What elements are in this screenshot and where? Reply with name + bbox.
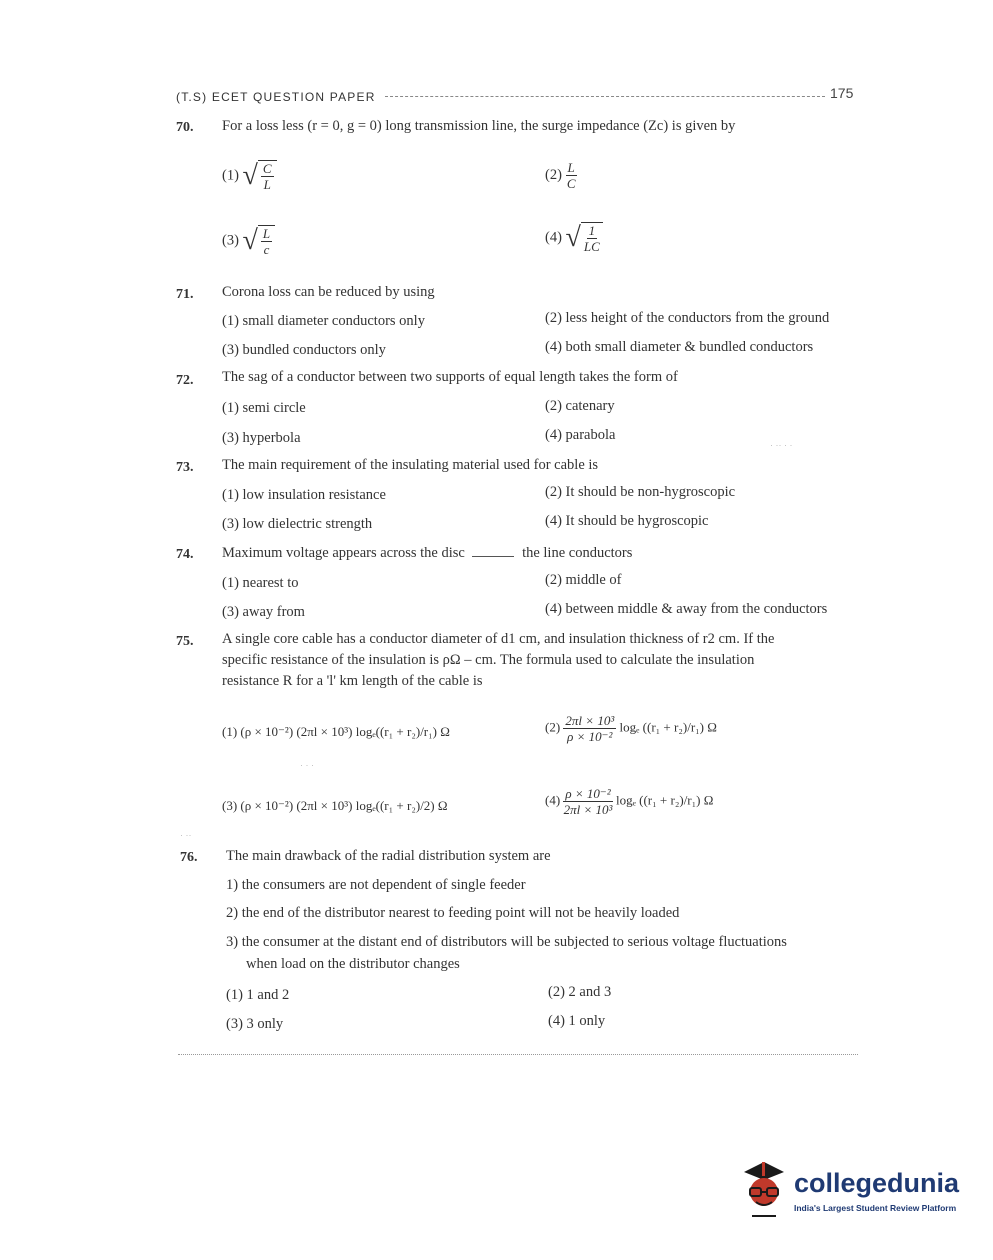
question-text: The main requirement of the insulating material used for cable is [222,457,599,473]
option: (3) low dielectric strength [222,516,373,532]
option: (1) low insulation resistance [222,487,386,503]
question-text: The sag of a conductor between two supports of equal length takes the form of [222,369,678,385]
logo-wordmark: collegedunia [794,1168,960,1198]
scan-noise: · · · [300,760,314,770]
option: (2) $\frac{L}{C}$ [545,160,576,191]
logo-tagline: India's Largest Student Review Platform [794,1203,957,1213]
option: (2) catenary [545,398,615,414]
question-text: specific resistance of the insulation is ρΩ – cm. The formula used to calculate the insulation [222,652,755,668]
statement: when load on the distributor changes [246,956,460,972]
option: (2) less height of the conductors from the ground [545,310,830,326]
statement: 3) the consumer at the distant end of distributors will be subjected to serious voltage fluctuations [226,934,787,950]
question-text: Maximum voltage appears across the disc the line conductors [222,545,633,561]
option: (1) 1 and 2 [226,987,290,1003]
question-text: For a loss less (r = 0, g = 0) long transmission line, the surge impedance (Zc) is given by [222,118,736,134]
option: (4) parabola [545,427,616,443]
formula-option: (2) $\frac{\text{2πl × 10³}}{\text{ρ × 10⁻²}}$ logₑ ((r₁ + r₂)/r₁) Ω [545,713,717,744]
formula-option: (1) (ρ × 10⁻²) (2πl × 10³) logₑ((r₁ + r₂)/r₁) Ω [222,724,450,739]
question-text: resistance R for a 'l' km length of the cable is [222,673,483,689]
option: (4) √ $\frac{1}{LC}$ [545,222,603,254]
option: (3) hyperbola [222,430,301,446]
option: (4) It should be hygroscopic [545,513,709,529]
question-text: A single core cable has a conductor diameter of d1 cm, and insulation thickness of r2 cm. If the [222,631,775,647]
question-number: 70. [176,120,194,135]
question-number: 71. [176,287,194,302]
option: (2) It should be non-hygroscopic [545,484,736,500]
formula-option: (3) (ρ × 10⁻²) (2πl × 10³) logₑ((r₁ + r₂)/2) Ω [222,798,448,813]
collegedunia-logo [738,1158,968,1228]
question-number: 73. [176,460,194,475]
page-number: 175 [830,85,854,101]
question-number: 72. [176,373,194,388]
option: (1) nearest to [222,575,299,591]
scan-noise: · ·· · · [770,440,793,450]
question-number: 74. [176,547,194,562]
option: (3) away from [222,604,305,620]
option: (4) both small diameter & bundled conductors [545,339,814,355]
option: (3) 3 only [226,1016,284,1032]
option: (1) √ $\frac{C}{L}$ [222,160,277,192]
graduate-mascot-icon [738,1158,790,1228]
option: (2) 2 and 3 [548,984,612,1000]
option: (4) between middle & away from the conductors [545,601,828,617]
statement: 1) the consumers are not dependent of single feeder [226,877,526,893]
option: (2) middle of [545,572,622,588]
header-rule [385,96,825,97]
option: (1) small diameter conductors only [222,313,425,329]
option: (4) 1 only [548,1013,606,1029]
option: (3) bundled conductors only [222,342,386,358]
question-number: 76. [180,850,198,865]
question-number: 75. [176,634,194,649]
scan-noise: · ·· [180,830,192,840]
statement: 2) the end of the distributor nearest to feeding point will not be heavily loaded [226,905,680,921]
question-text: The main drawback of the radial distribution system are [226,848,551,864]
option: (1) semi circle [222,400,306,416]
question-text: Corona loss can be reduced by using [222,284,435,300]
option: (3) √ $\frac{L}{c}$ [222,225,275,257]
page-bottom-rule [178,1054,858,1055]
header-title: (T.S) ECET QUESTION PAPER [176,90,376,104]
formula-option: (4) $\frac{\text{ρ × 10⁻²}}{\text{2πl × 10³}}$ logₑ ((r₁ + r₂)/r₁) Ω [545,786,714,817]
